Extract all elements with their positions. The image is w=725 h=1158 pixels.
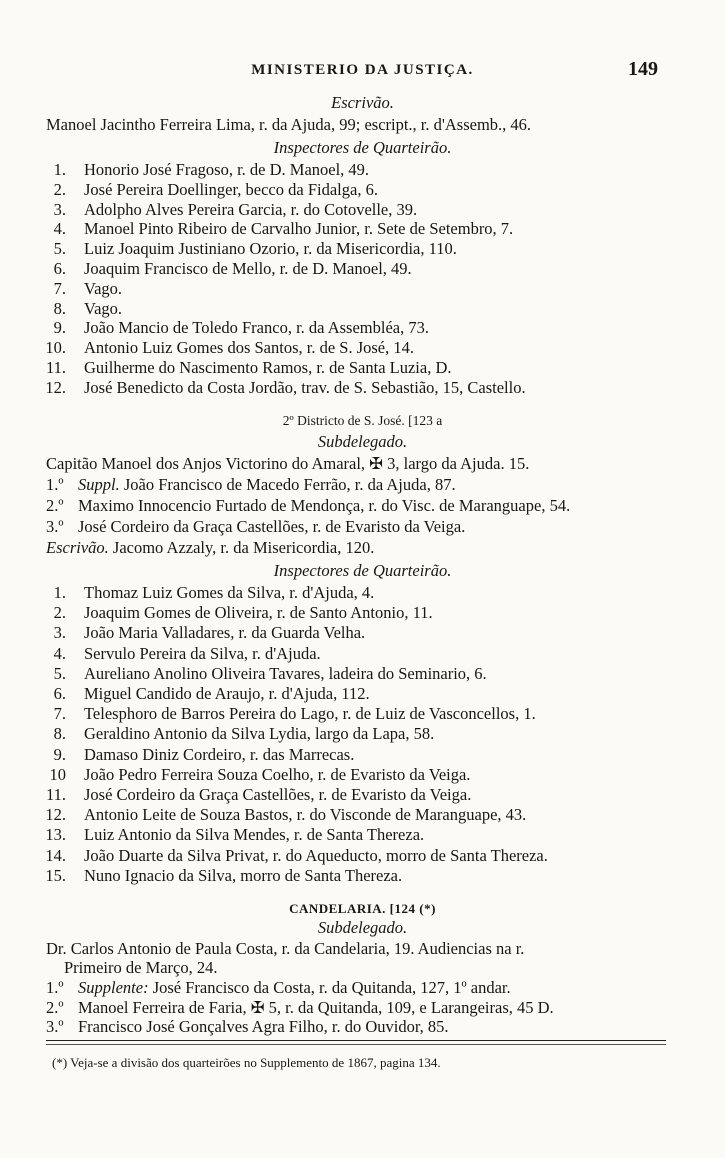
item-body: Honorio José Fragoso, r. de D. Manoel, 49. bbox=[84, 160, 370, 179]
item-text bbox=[84, 280, 122, 298]
item-number: 2. bbox=[53, 603, 66, 623]
item-number: 13. bbox=[45, 825, 66, 845]
item-text bbox=[84, 826, 424, 844]
item-body: Thomaz Luiz Gomes da Silva, r. d'Ajuda, 4. bbox=[84, 583, 375, 602]
item-body: João Pedro Ferreira Souza Coelho, r. de Evaristo da Veiga. bbox=[84, 764, 471, 784]
item-text bbox=[84, 220, 513, 238]
subdelegado-entry-3b: Primeiro de Março, 24. bbox=[64, 958, 218, 977]
item-body: Vago. bbox=[84, 278, 123, 298]
list-item bbox=[0, 319, 725, 337]
item-number: 10 bbox=[49, 764, 66, 784]
item-text bbox=[78, 518, 465, 536]
item-text bbox=[84, 260, 412, 278]
footnote-rule-thin bbox=[46, 1044, 666, 1045]
item-number: 8. bbox=[53, 724, 66, 744]
item-number: 14. bbox=[45, 845, 66, 865]
item-number: 9. bbox=[53, 318, 66, 338]
item-text bbox=[84, 319, 429, 337]
inspectores-heading-2: Inspectores de Quarteirão. bbox=[273, 561, 452, 580]
escrivao-entry: Manoel Jacintho Ferreira Lima, r. da Ajuda, 99; escript., r. d'Assemb., 46. bbox=[46, 115, 532, 134]
item-number: 1. bbox=[53, 160, 66, 179]
list-item bbox=[0, 220, 725, 238]
item-text bbox=[84, 300, 122, 318]
item-text bbox=[78, 979, 511, 997]
list-item bbox=[0, 260, 725, 278]
item-body: Manoel Pinto Ribeiro de Carvalho Junior, r. Sete de Setembro, 7. bbox=[84, 219, 514, 239]
item-body: José Benedicto da Costa Jordão, trav. de S. Sebastião, 15, Castello. bbox=[84, 377, 526, 397]
item-number: 1.º bbox=[46, 978, 64, 997]
item-text bbox=[84, 766, 470, 784]
item-number: 11. bbox=[45, 785, 66, 804]
item-body: Miguel Candido de Araujo, r. d'Ajuda, 112. bbox=[84, 684, 370, 703]
district-heading: 2º Districto de S. José. [123 a bbox=[282, 413, 443, 428]
list-item bbox=[0, 240, 725, 258]
item-number: 1.º bbox=[46, 475, 64, 494]
item-text bbox=[84, 705, 536, 723]
item-number: 2.º bbox=[46, 997, 64, 1017]
item-number: 3.º bbox=[46, 517, 64, 536]
list-item bbox=[0, 725, 725, 743]
item-body: Antonio Leite de Souza Bastos, r. do Visconde de Maranguape, 43. bbox=[84, 805, 527, 825]
item-label: Supplente: bbox=[78, 978, 149, 997]
list-item bbox=[0, 665, 725, 683]
item-number: 11. bbox=[45, 358, 66, 377]
item-label: Suppl. bbox=[78, 475, 120, 494]
item-body: Manoel Ferreira de Faria, ✠ 5, r. da Quitanda, 109, e Larangeiras, 45 D. bbox=[78, 997, 554, 1017]
list-item bbox=[0, 705, 725, 723]
item-number: 2.º bbox=[46, 496, 64, 515]
list-item bbox=[0, 847, 725, 865]
list-item bbox=[0, 624, 725, 642]
item-text bbox=[84, 786, 471, 804]
list-item bbox=[0, 806, 725, 824]
list-item bbox=[0, 645, 725, 663]
item-number: 1. bbox=[53, 583, 66, 602]
item-text bbox=[84, 645, 321, 663]
item-text bbox=[84, 359, 452, 377]
item-number: 7. bbox=[53, 278, 66, 298]
item-body: José Pereira Doellinger, becco da Fidalga, 6. bbox=[84, 179, 378, 199]
item-text bbox=[84, 240, 457, 258]
item-body: Servulo Pereira da Silva, r. d'Ajuda. bbox=[84, 643, 321, 663]
list-item bbox=[0, 826, 725, 844]
candelaria-heading: CANDELARIA. [124 (*) bbox=[289, 901, 436, 916]
item-body: Aureliano Anolino Oliveira Tavares, ladeira do Seminario, 6. bbox=[84, 663, 487, 683]
item-text bbox=[84, 379, 526, 397]
item-text bbox=[78, 999, 554, 1017]
list-item bbox=[0, 300, 725, 318]
item-body: Geraldino Antonio da Silva Lydia, largo da Lapa, 58. bbox=[84, 724, 435, 744]
list-item bbox=[0, 786, 725, 804]
escrivao-heading: Escrivão. bbox=[331, 93, 394, 112]
item-number: 4. bbox=[53, 643, 66, 663]
item-text bbox=[84, 624, 365, 642]
item-number: 15. bbox=[45, 865, 66, 885]
item-text bbox=[84, 604, 433, 622]
item-body: João Duarte da Silva Privat, r. do Aqueducto, morro de Santa Thereza. bbox=[84, 845, 548, 865]
item-number: 10. bbox=[45, 338, 66, 358]
subdelegado-heading: Subdelegado. bbox=[317, 432, 408, 451]
item-text bbox=[84, 806, 526, 824]
list-item bbox=[0, 201, 725, 219]
list-item bbox=[0, 280, 725, 298]
list-item bbox=[0, 476, 725, 494]
list-item bbox=[0, 604, 725, 622]
list-item bbox=[0, 497, 725, 515]
page-header bbox=[0, 58, 725, 82]
item-body: João Mancio de Toledo Franco, r. da Assembléa, 73. bbox=[84, 318, 429, 338]
item-body: Damaso Diniz Cordeiro, r. das Marrecas. bbox=[84, 744, 355, 764]
item-number: 6. bbox=[53, 259, 66, 278]
subdelegado-heading-3: Subdelegado. bbox=[317, 918, 408, 937]
item-text bbox=[84, 339, 414, 357]
list-item bbox=[0, 766, 725, 784]
list-item bbox=[0, 685, 725, 703]
footnote-rule bbox=[46, 1040, 666, 1041]
item-number: 9. bbox=[53, 744, 66, 764]
item-body: Joaquim Francisco de Mello, r. de D. Manoel, 49. bbox=[84, 259, 412, 278]
item-body: Maximo Innocencio Furtado de Mendonça, r. do Visc. de Maranguape, 54. bbox=[78, 496, 571, 515]
item-text bbox=[84, 181, 378, 199]
list-item bbox=[0, 161, 725, 179]
item-number: 3.º bbox=[46, 1017, 64, 1036]
item-body: Telesphoro de Barros Pereira do Lago, r. de Luiz de Vasconcellos, 1. bbox=[84, 704, 536, 724]
item-body: José Cordeiro da Graça Castellões, r. de Evaristo da Veiga. bbox=[84, 785, 472, 804]
item-body: Luiz Antonio da Silva Mendes, r. de Santa Thereza. bbox=[84, 825, 425, 845]
item-body: Joaquim Gomes de Oliveira, r. de Santo Antonio, 11. bbox=[84, 603, 433, 623]
list-item bbox=[0, 979, 725, 997]
list-item bbox=[0, 379, 725, 397]
item-text bbox=[84, 584, 374, 602]
item-number: 2. bbox=[53, 179, 66, 199]
item-body: Guilherme do Nascimento Ramos, r. de Santa Luzia, D. bbox=[84, 358, 452, 377]
item-body: Vago. bbox=[84, 298, 123, 318]
item-body: Nuno Ignacio da Silva, morro de Santa Thereza. bbox=[84, 865, 403, 885]
item-text bbox=[84, 867, 402, 885]
subdelegado-entry: Capitão Manoel dos Anjos Victorino do Amaral, ✠ 3, largo da Ajuda. 15. bbox=[46, 454, 530, 473]
item-text bbox=[84, 725, 434, 743]
escrivao-text: Jacomo Azzaly, r. da Misericordia, 120. bbox=[112, 538, 375, 557]
list-item bbox=[0, 746, 725, 764]
page-number: 149 bbox=[628, 58, 658, 80]
list-item bbox=[0, 999, 725, 1017]
page-title: MINISTERIO DA JUSTIÇA. bbox=[251, 62, 474, 78]
list-item bbox=[0, 867, 725, 885]
item-number: 8. bbox=[53, 298, 66, 318]
item-number: 6. bbox=[53, 684, 66, 703]
item-number: 5. bbox=[53, 239, 66, 259]
item-text bbox=[84, 665, 487, 683]
list-item bbox=[0, 584, 725, 602]
item-body: Antonio Luiz Gomes dos Santos, r. de S. José, 14. bbox=[84, 338, 414, 358]
item-text bbox=[84, 201, 417, 219]
item-body: Adolpho Alves Pereira Garcia, r. do Cotovelle, 39. bbox=[84, 199, 418, 219]
item-body: João Francisco de Macedo Ferrão, r. da Ajuda, 87. bbox=[123, 475, 456, 494]
item-text bbox=[84, 685, 370, 703]
inspectores-heading: Inspectores de Quarteirão. bbox=[273, 138, 452, 157]
item-number: 12. bbox=[45, 805, 66, 825]
list-item bbox=[0, 181, 725, 199]
list-item bbox=[0, 359, 725, 377]
item-number: 5. bbox=[53, 663, 66, 683]
item-text bbox=[84, 161, 369, 179]
item-number: 12. bbox=[45, 377, 66, 397]
item-number: 3. bbox=[53, 199, 66, 219]
item-number: 4. bbox=[53, 219, 66, 239]
list-item bbox=[0, 1018, 725, 1036]
escrivao-entry-2 bbox=[0, 539, 725, 557]
item-body: José Francisco da Costa, r. da Quitanda, 127, 1º andar. bbox=[152, 978, 511, 997]
item-body: João Maria Valladares, r. da Guarda Velha. bbox=[84, 623, 366, 643]
item-text bbox=[78, 1018, 449, 1036]
subdelegado-entry-3a: Dr. Carlos Antonio de Paula Costa, r. da Candelaria, 19. Audiencias na r. bbox=[46, 939, 525, 958]
item-body: Luiz Joaquim Justiniano Ozorio, r. da Misericordia, 110. bbox=[84, 239, 457, 259]
item-text bbox=[78, 476, 456, 494]
item-text bbox=[78, 497, 570, 515]
item-text bbox=[84, 746, 354, 764]
item-body: Francisco José Gonçalves Agra Filho, r. do Ouvidor, 85. bbox=[78, 1017, 449, 1036]
list-item bbox=[0, 518, 725, 536]
footnote: (*) Veja-se a divisão dos quarteirões no Supplemento de 1867, pagina 134. bbox=[52, 1055, 441, 1070]
list-item bbox=[0, 339, 725, 357]
item-number: 7. bbox=[53, 704, 66, 724]
item-body: José Cordeiro da Graça Castellões, r. de Evaristo da Veiga. bbox=[78, 517, 466, 536]
item-number: 3. bbox=[53, 623, 66, 643]
item-text bbox=[84, 847, 548, 865]
escrivao-label: Escrivão. bbox=[46, 538, 109, 557]
